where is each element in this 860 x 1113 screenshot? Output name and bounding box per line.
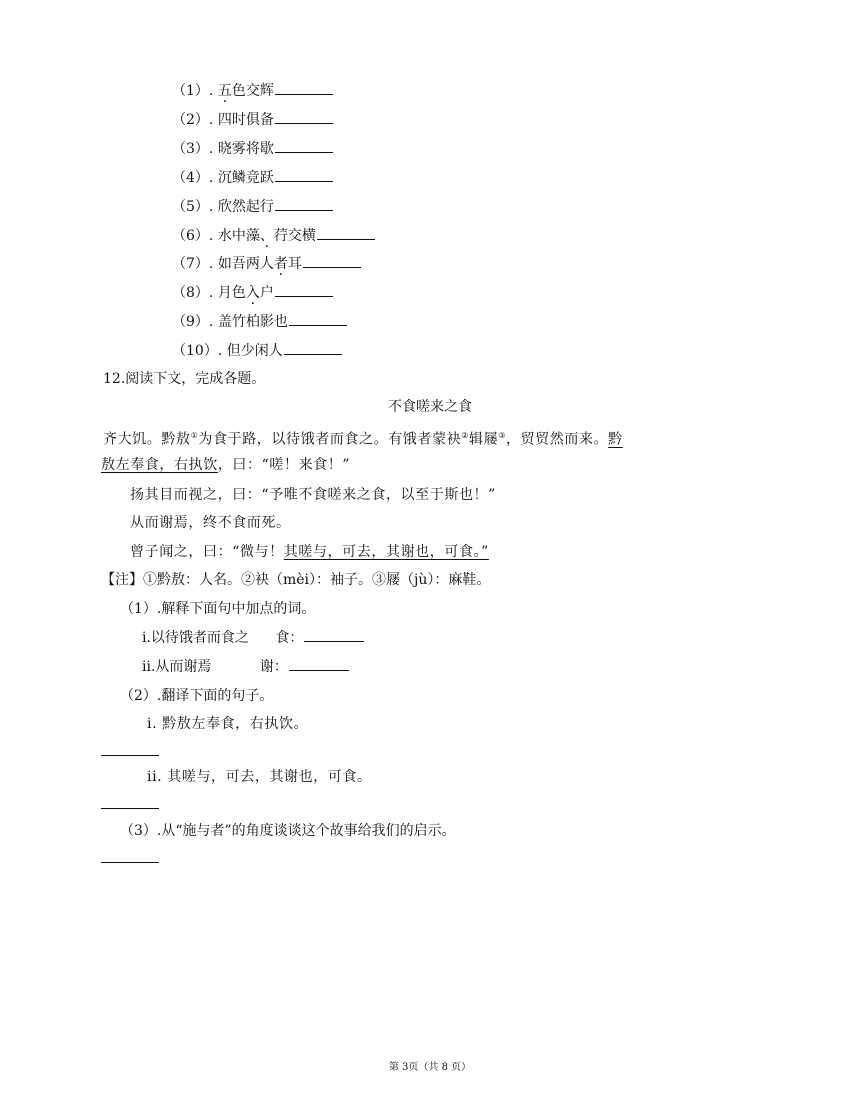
underlined-text: 黔 (608, 431, 623, 448)
answer-blank[interactable] (289, 312, 347, 326)
list-item-text: . 沉鳞竞跃 (208, 170, 274, 186)
list-item-number: （8） (172, 285, 209, 301)
sub-question-1-i (142, 628, 364, 648)
list-item-number: （3） (172, 141, 209, 157)
sub-question-2-ii: ii. 其嗟与，可去，其谢也，可食。 (147, 769, 372, 785)
passage-line-5 (130, 542, 489, 562)
list-item-number: （5） (172, 199, 209, 215)
footnote-mark: ② (461, 431, 469, 440)
footnote-mark: ③ (498, 431, 506, 440)
list-item-text: . 欣然起行 (208, 199, 274, 215)
list-item (172, 226, 375, 246)
answer-blank[interactable] (275, 81, 333, 95)
passage-text: 辑屦 (468, 431, 499, 448)
answer-blank[interactable] (101, 755, 159, 756)
list-item (172, 312, 347, 332)
answer-blank[interactable] (275, 283, 333, 297)
list-item-number: （2） (172, 112, 209, 128)
passage-text: ，曰：“嗟！来食！” (217, 457, 351, 473)
answer-blank[interactable] (284, 341, 342, 355)
passage-text: 为食于路，以待饿者而食之。有饿者蒙袂 (198, 431, 462, 448)
answer-blank[interactable] (304, 628, 364, 642)
footnote-mark: ① (190, 431, 199, 440)
passage-text: 齐大饥。黔敖 (103, 431, 191, 448)
list-item-text: . 四时俱备 (208, 112, 274, 128)
passage-title: 不食嗟来之食 (388, 399, 472, 415)
answer-blank[interactable] (275, 110, 333, 124)
answer-blank[interactable] (289, 657, 349, 671)
list-item-number: （4） (172, 170, 209, 186)
sub1-ii-label: 谢： (259, 659, 288, 675)
passage-line-3: 扬其目而视之，曰：“予唯不食嗟来之食，以至于斯也！” (130, 487, 496, 503)
sub1-i-text: i.以待饿者而食之 (142, 630, 249, 646)
answer-blank[interactable] (101, 862, 159, 863)
list-item-number: （6） (172, 228, 209, 244)
passage-line-4 (130, 513, 291, 533)
passage-text: 从而谢焉，终不食而死。 (130, 515, 291, 531)
list-item-number: （1） (172, 83, 209, 99)
sub-question-2-i: i. 黔敖左奉食，右执饮。 (147, 716, 309, 732)
passage-line-1 (103, 426, 623, 450)
list-item (172, 81, 333, 101)
sub-question-2: （2）.翻译下面的句子。 (120, 688, 274, 704)
list-item (172, 341, 342, 361)
underlined-text: 敖左奉食，右执饮 (101, 457, 218, 473)
list-item-text: . 水中藻、 ·荇交横 (209, 228, 316, 244)
annotation-note: 【注】①黔敖：人名。②袂（mèi）：袖子。③屦（jù）：麻鞋。 (101, 572, 491, 588)
answer-blank[interactable] (275, 197, 333, 211)
list-item-text: . 如吾两人者耳 (208, 256, 302, 272)
page-footer: 第 3页（共 8 页） (388, 1062, 472, 1073)
list-item-text: . 晓雾将歇 (208, 141, 274, 157)
answer-blank[interactable] (317, 226, 375, 240)
list-item (172, 168, 333, 188)
passage-text: ，贸贸然而来。 (505, 431, 609, 448)
underlined-text: 其嗟与，可去，其谢也，可食。” (283, 544, 489, 560)
answer-blank[interactable] (101, 808, 159, 809)
list-item (172, 283, 333, 303)
list-item-number: （9） (172, 314, 209, 330)
list-item (172, 197, 333, 217)
list-item-text: . 盖竹柏影也 (208, 314, 288, 330)
list-item (172, 110, 333, 130)
sub-question-1: （1）.解释下面句中加点的词。 (120, 601, 316, 617)
passage-text: 曾子闻之，曰：“微与！ (130, 544, 284, 560)
list-item-number: （7） (172, 256, 209, 272)
sub-question-3: （3）.从“施与者”的角度谈谈这个故事给我们的启示。 (120, 823, 456, 839)
list-item-text: . 月色入户 (208, 285, 274, 301)
q12-heading: 12.阅读下文，完成各题。 (103, 371, 266, 387)
list-item (172, 254, 361, 274)
answer-blank[interactable] (303, 254, 361, 268)
sub1-i-label: 食： (275, 630, 304, 646)
list-item-text: . 但少闲人 (217, 343, 283, 359)
sub1-ii-text: ii.从而谢焉 (142, 659, 212, 675)
list-item-number: （10） (172, 343, 218, 359)
answer-blank[interactable] (275, 168, 333, 182)
sub-question-1-ii (142, 657, 349, 677)
answer-blank[interactable] (275, 139, 333, 153)
list-item (172, 139, 333, 159)
passage-line-2 (101, 455, 350, 475)
list-item-text: . 五色交辉 (208, 83, 274, 99)
